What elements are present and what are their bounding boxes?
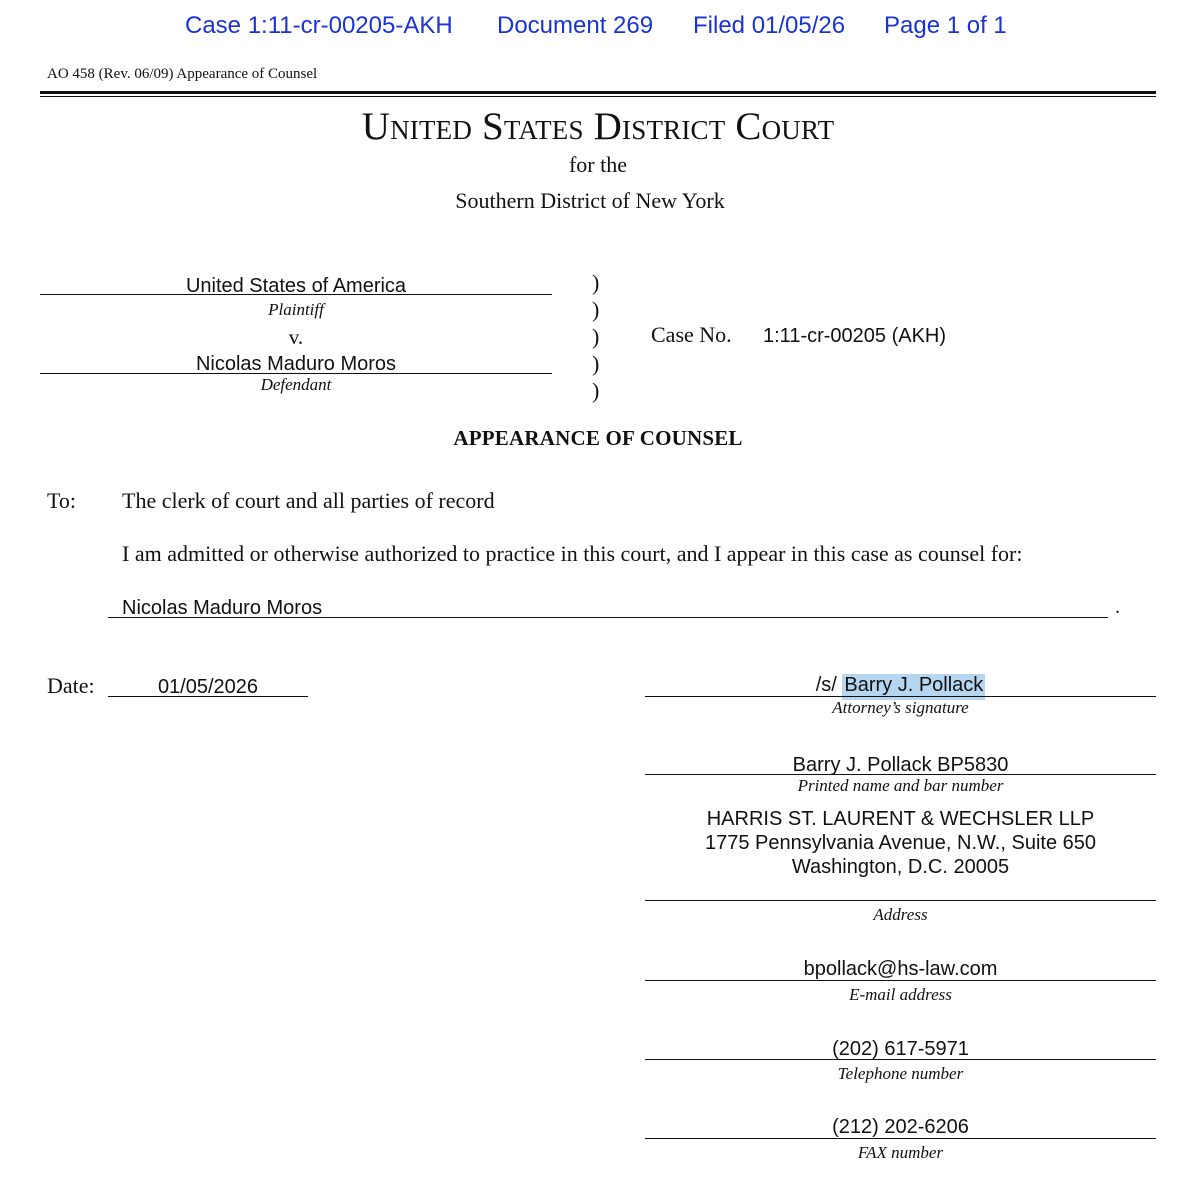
email-line [645, 980, 1156, 981]
address-line-3: Washington, D.C. 20005 [791, 856, 1010, 878]
header-rule-thick [40, 91, 1156, 94]
court-for-the: for the [568, 152, 628, 177]
form-identifier: AO 458 (Rev. 06/09) Appearance of Counsel [47, 66, 318, 82]
plaintiff-name: United States of America [185, 275, 407, 297]
plaintiff-label: Plaintiff [268, 300, 324, 319]
stamp-filed-date: Filed 01/05/26 [693, 12, 846, 39]
fax-caption: FAX number [857, 1143, 944, 1162]
date-label: Date: [47, 673, 95, 698]
caption-paren: ) [592, 270, 600, 295]
printed-name-value: Barry J. Pollack BP5830 [792, 754, 1009, 776]
stamp-page-number: Page 1 of 1 [884, 12, 1007, 39]
defendant-label: Defendant [260, 375, 332, 394]
fax-value: (212) 202-6206 [832, 1116, 969, 1138]
counsel-for-value: Nicolas Maduro Moros [122, 597, 323, 619]
counsel-for-period: . [1115, 596, 1120, 618]
caption-paren: ) [592, 378, 600, 403]
telephone-line [645, 1059, 1156, 1060]
to-label: To: [47, 488, 77, 513]
appearance-statement: I am admitted or otherwise authorized to practice in this court, and I appear in this case as counsel for: [122, 541, 1023, 566]
versus: v. [288, 325, 304, 349]
plaintiff-line [40, 294, 552, 295]
telephone-caption: Telephone number [837, 1064, 964, 1083]
stamp-case-number: Case 1:11-cr-00205-AKH [185, 12, 453, 39]
document-heading: APPEARANCE OF COUNSEL [453, 426, 743, 450]
caption-paren: ) [592, 324, 600, 349]
address-line [645, 900, 1156, 901]
to-recipients: The clerk of court and all parties of record [122, 488, 495, 513]
defendant-line [40, 373, 552, 374]
court-title: United States District Court [361, 105, 835, 148]
case-number-value: 1:11-cr-00205 (AKH) [763, 325, 947, 347]
caption-paren: ) [592, 297, 600, 322]
email-caption: E-mail address [849, 985, 952, 1004]
address-caption: Address [873, 905, 928, 924]
signature-line [645, 696, 1156, 697]
caption-paren: ) [592, 351, 600, 376]
counsel-for-line [108, 617, 1108, 618]
stamp-document-number: Document 269 [497, 12, 654, 39]
signature-field [645, 674, 1156, 697]
address-line-2: 1775 Pennsylvania Avenue, N.W., Suite 650 [704, 832, 1096, 854]
date-value: 01/05/2026 [157, 676, 259, 698]
printed-name-caption: Printed name and bar number [797, 776, 1004, 795]
date-line [108, 696, 308, 697]
defendant-name: Nicolas Maduro Moros [195, 353, 397, 375]
telephone-value: (202) 617-5971 [832, 1038, 969, 1060]
fax-line [645, 1138, 1156, 1139]
signature-name: Barry J. Pollack [842, 674, 985, 700]
signature-caption: Attorney’s signature [832, 698, 969, 717]
header-rule-thin [40, 96, 1156, 97]
signature-prefix: /s/ [815, 674, 837, 696]
address-line-1: HARRIS ST. LAURENT & WECHSLER LLP [706, 808, 1095, 830]
printed-name-line [645, 774, 1156, 775]
case-number-label: Case No. [651, 322, 732, 347]
email-value: bpollack@hs-law.com [803, 958, 998, 980]
court-district: Southern District of New York [455, 188, 725, 213]
